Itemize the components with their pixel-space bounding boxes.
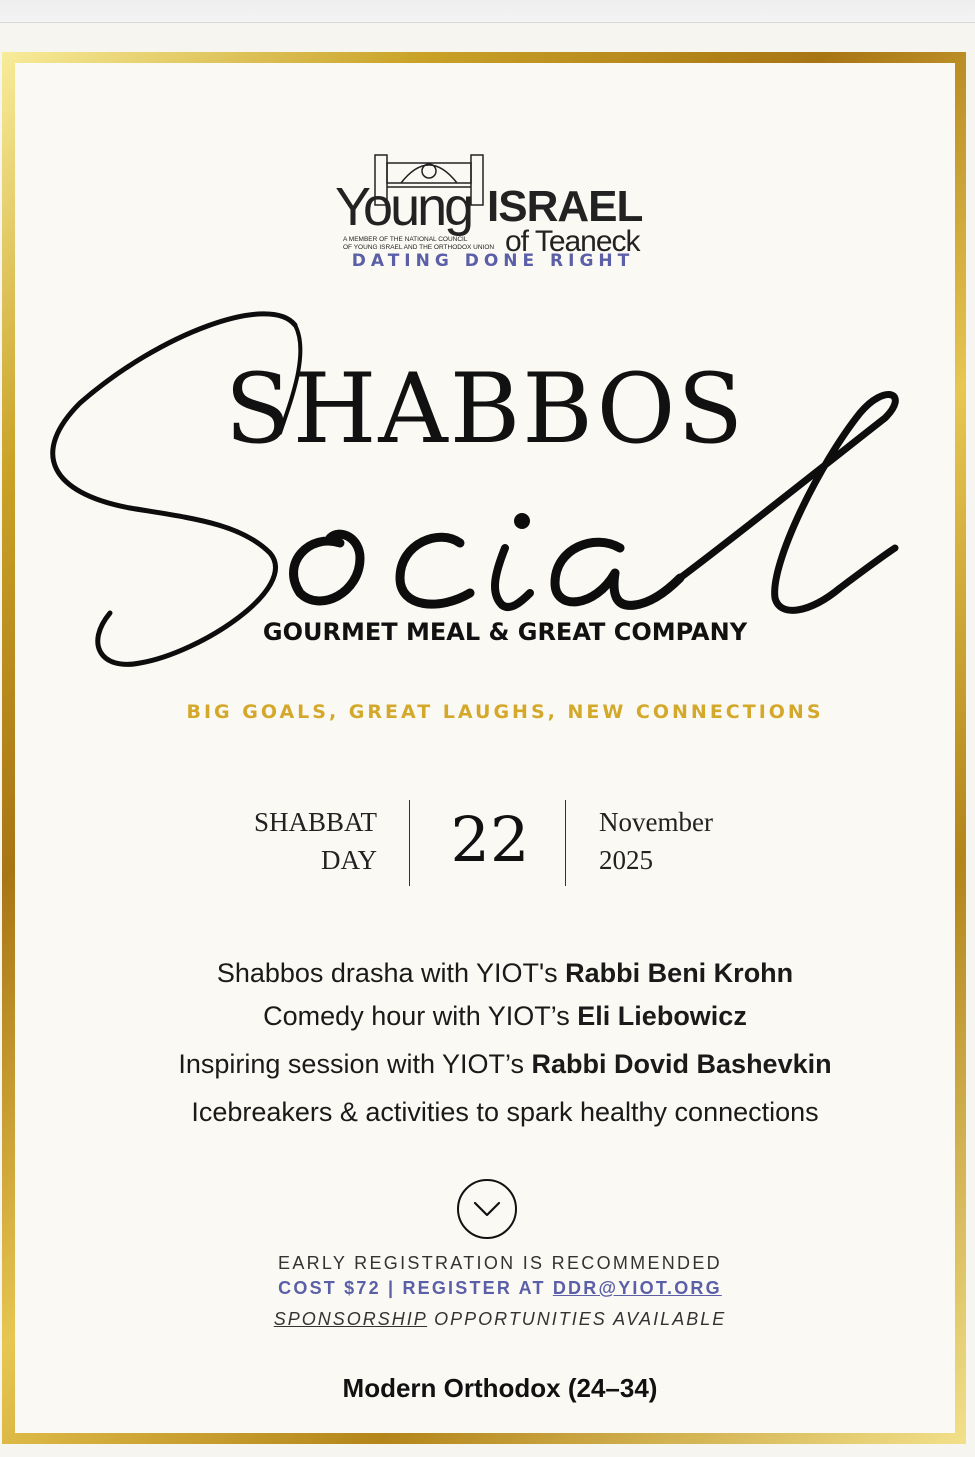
schedule-item: Inspiring session with YIOT’s Rabbi Dovid Bashevkin [178,1049,832,1079]
date-day-label [215,803,377,879]
young-israel-logo [335,143,665,253]
schedule-item: Icebreakers & activities to spark healthy connections [191,1097,819,1127]
date-month-year [599,803,769,879]
sponsorship-line: SPONSORSHIP OPPORTUNITIES AVAILABLE [273,1309,727,1329]
logo-member-line2: OF YOUNG ISRAEL AND THE ORTHODOX UNION [343,244,495,251]
sponsorship-link[interactable]: SPONSORSHIP [273,1309,428,1329]
event-flyer [2,52,966,1444]
subtitle: GOURMET MEAL & GREAT COMPANY [262,618,748,646]
social-script-title [40,293,900,673]
flyer-content [15,63,955,1433]
audience-label: Modern Orthodox (24–34) [342,1373,658,1403]
scroll-down-button[interactable] [457,1179,517,1239]
date-left-line2: DAY [320,845,377,875]
logo-of-teaneck: of Teaneck [505,225,640,253]
date-left-line1: SHABBAT [253,807,377,837]
tagline: DATING DONE RIGHT [351,251,635,271]
date-divider-right [565,800,566,886]
date-divider-left [409,800,410,886]
logo-young: Young [335,177,472,237]
date-year: 2025 [599,845,653,875]
logo-member-line1: A MEMBER OF THE NATIONAL COUNCIL [343,236,468,243]
browser-top-bar [0,0,975,23]
register-email-link[interactable]: DDR@YIOT.ORG [552,1278,722,1298]
goals-tagline: BIG GOALS, GREAT LAUGHS, NEW CONNECTIONS [186,701,824,723]
early-registration-note: EARLY REGISTRATION IS RECOMMENDED [278,1253,722,1273]
chevron-down-icon [459,1181,515,1237]
title-shabbos: SHABBOS [224,353,746,465]
cost-line: COST $72 | REGISTER AT DDR@YIOT.ORG [278,1278,722,1298]
date-number: 22 [450,803,530,876]
schedule-item: Comedy hour with YIOT’s Eli Liebowicz [263,1001,747,1031]
logo-israel: ISRAEL [487,182,643,231]
date-month: November [599,807,713,837]
schedule-list [55,958,955,1128]
schedule-item: Shabbos drasha with YIOT's Rabbi Beni Krohn [216,958,794,988]
